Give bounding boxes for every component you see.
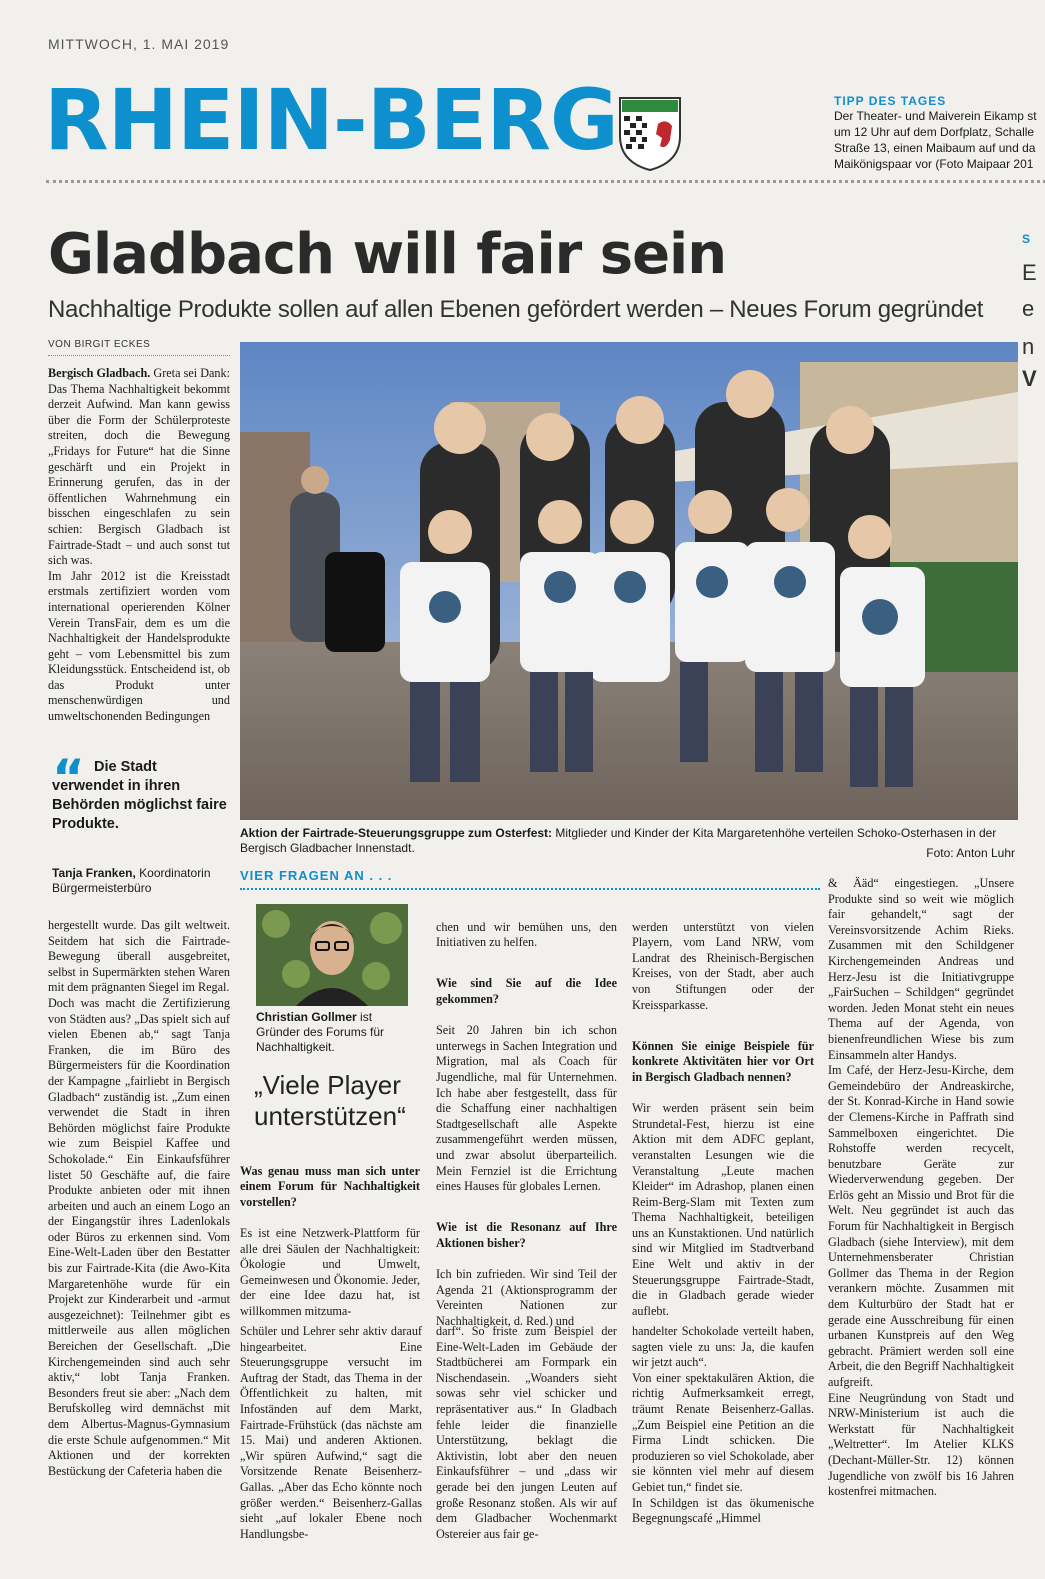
question-2: Wie sind Sie auf die Idee gekommen? [436,976,617,1006]
issue-date: MITTWOCH, 1. MAI 2019 [48,36,230,52]
answer-2: Seit 20 Jahren bin ich schon unterwegs in Sachen Integration und Migration, mal als Coach für Jugendliche, mal für Unternehmen. Ich habe aber festgestellt, dass für die Schaffung einer nachhaltigen Stadtgesellschaft alle Aspekte zusammengeführt werden müssen, und zwar absolut überparteilich. Mein Fernziel ist die Errichtung eines Hauses für globales Lernen. [436,1023,617,1194]
interviewee-bio: ist Gründer des Forums für Nachhaltigkeit. [256,1010,385,1054]
tip-of-day-text: Der Theater- und Maiverein Eikamp st um 12 Uhr auf dem Dorfplatz, Schalle Straße 13, einen Maibaum auf und da Maikönigspaar vor (Foto Maipaar 201 [834,109,1037,171]
column-1-bottom: hergestellt wurde. Das gilt weltweit. Seitdem hat sich die Fairtrade-Bewegung überall ausgebreitet, selbst in Supermärkten stehen Waren mit dem prägnanten Siegel im Regal. Doch was macht die Zertifizierung von Städten aus? „Das spielt sich auf vielen Ebenen ab,“ sagt Tanja Franken, die im Büro des Bürgermeisters für die Koordination der Kampagne „fairliebt in Bergisch Gladbach“ zuständig ist. „Zum einen verwendet die Stadt in ihren Behörden möglichst faire Produkte wie zum Beispiel Kaffee und Schokolade.“ Ein Einkaufsführer listet 50 Geschäfte auf, die faire Produkte anbieten oder mit ihnen arbeiten und auch an einem Logo an der Eingangstür ihres Ladenlokals oder Büros zu erkennen sind. Vom Eine-Welt-Laden über den Bestatter bis zur Fairtrade-Kita (die Awo-Kita Margaretenhöhe wurde für ein Projekt zur Kinderarbeit und -armut ausgezeichnet): Teilnehmer gibt es mittlerweile aus allen möglichen Bereichen der Gesellschaft. „Die Kirchengemeinden sind auch sehr aktiv,“ lobt Tanja Franken. Besonders freut sie aber: „Nach dem Berufskolleg wird demnächst mit dem Albertus-Magnus-Gymnasium die erste Schule aufgenommen.“ Mit Aktionen und der korrekten Bestückung der Cafeteria haben die [48,918,230,1478]
interview-column-3 [436,904,617,1345]
cut-off-sidebar: S E e n V [1022,232,1037,391]
interview-column-2 [240,1148,420,1335]
question-4: Können Sie einige Beispiele für konkrete Aktivitäten hier vor Ort in Bergisch Gladbach nennen? [632,1038,814,1084]
photo-caption-lead: Aktion der Fairtrade-Steuerungsgruppe zum Osterfest: [240,826,553,840]
column-5: & Ääd“ eingestiegen. „Unsere Produkte sind so weit wie möglich fair gehandelt,“ sagt der Vereinsvorsitzende Achim Rieks. Zusammen mit den Schildgener Kirchengemeinden Andreas und Herz-Jesu ist die Initiativgruppe „FairSuchen – Schildgen“ gegründet worden. Jeden Monat steht ein neues Thema auf der Agenda, von bienenfreundlichen Wiese bis zum Einsammeln alter Handys. Im Café, der Herz-Jesu-Kirche, dem Gemeindebüro der Andreaskirche, der St. Konrad-Kirche in Hand sowie der Clemens-Kirche in Paffrath sind Sammelboxen eingerichtet. Die Rohstoffe werden recycelt, benutzbare Geräte zur Wiederverwendung gegeben. Der Erlös geht an Missio und Brot für die Welt. Neu gegründet ist auch das Forum für Nachhaltigkeit in Bergisch Gladbach (siehe Interview), mit dem Unternehmensberater Christian Gollmer das Thema in der Region verankern möchte. Zusammen mit dem Kulturbüro der Stadt hat er gerade eine Ausschreibung für einen urbanen Kunstpreis auf den Weg gebracht. Prämiert werden soll eine Arbeit, die den Begriff Nachhaltigkeit aufgreift. Eine Neugründung von Stadt und NRW-Ministerium ist auch die Werkstatt für Nachhaltigkeit „Weltretter“. Im Atelier KLKS (Dechant-Müller-Str. 12) können Jugendliche von zwölf bis 16 Jahren kostenfrei mitmachen. [828,876,1014,1499]
pull-quote-text: Die Stadt verwendet in ihren Behörden möglichst faire Produkte. [52,759,227,832]
quote-mark-icon: “ [52,749,85,807]
header-divider [46,180,1045,189]
byline: VON BIRGIT ECKES [48,339,151,350]
answer-1: Es ist eine Netzwerk-Plattform für alle drei Säulen der Nachhaltigkeit: Ökologie und Umwelt, Gemeinwesen und Ökonomie. Jeder, der eine Idee dazu hat, ist willkommen mitzuma- [240,1225,420,1318]
answer-3: Ich bin zufrieden. Wir sind Teil der Agenda 21 (Aktionsprogramm der Vereinten Nationen zur Nachhaltigkeit, d. Red.) und [436,1267,617,1328]
article-subhead: Nachhaltige Produkte sollen auf allen Ebenen gefördert werden – Neues Forum gegründet [48,296,984,323]
photo-caption-text: Mitglieder und Kinder der Kita Margaretenhöhe verteilen Schoko-Osterhasen in der Bergisch Gladbacher Innenstadt. [240,826,997,855]
interview-label: VIER FRAGEN AN . . . [240,868,393,883]
question-1: Was genau muss man sich unter einem Forum für Nachhaltigkeit vorstellen? [240,1163,420,1209]
dateline: Bergisch Gladbach. [48,366,151,380]
article-photo [240,342,1018,820]
column-3-bottom: darf“. So friste zum Beispiel der Eine-Welt-Laden im Gebäude der Stadtbücherei am Formpark ein Nischendasein. „Woanders sieht sowas sehr viel schicker und repräsentativer aus.“ In Gladbach fehle leider die finanzielle Unterstützung, beklagt die Aktivistin, lobt aber den neuen Einkaufsführer – und „dass wir gerade bei den jungen Leuten auf große Resonanz stoßen. Als wir auf dem Gladbacher Wochenmarkt Ostereier aus fair ge- [436,1324,617,1541]
question-3: Wie ist die Resonanz auf Ihre Aktionen bisher? [436,1220,617,1250]
tip-of-day-label: TIPP DES TAGES [834,94,947,108]
section-masthead: RHEIN-BERG [44,71,618,169]
column-4-bottom: handelter Schokolade verteilt haben, sagten viele zu uns: Ja, die kaufen wir jetzt auch“. Von einer spektakulären Aktion, die richtig Aufmerksamkeit erregt, träumt Renate Beisenherz-Gallas. „Zum Beispiel eine Petition an die Firma Lindt schicken. Die produzieren so viel Schokolade, aber sie könnten viel mehr auf diesem Gebiet tun,“ findet sie. In Schildgen ist das ökumenische Begegnungscafé „Himmel [632,1324,814,1526]
article-headline: Gladbach will fair sein [48,222,727,287]
quote-name: Tanja Franken, [52,866,136,880]
portrait-photo [256,904,408,1006]
column-2-bottom: Schüler und Lehrer sehr aktiv darauf hingearbeitet. Eine Steuerungsgruppe versucht im Auftrag der Stadt, das Thema in der Öffentlichkeit zu halten, mit Infoständen auf dem Markt, Fairtrade-Frühstück (das nächste am 15. Mai) und anderen Aktionen. „Wir spüren Aufwind,“ sagt die Vorsitzende Renate Beisenherz-Gallas. „Aber das Echo könnte noch größer werden.“ Beisenherz-Gallas sieht „auf lokaler Ebene noch Handlungsbe- [240,1324,422,1541]
coat-of-arms-icon [618,96,682,172]
interviewee-name: Christian Gollmer [256,1010,357,1024]
answer-3-cont: werden unterstützt von vielen Playern, vom Land NRW, vom Landrat des Rheinisch-Bergischen Kreises, von der Stadt, aber auch von Stiftungen oder der Kreissparkasse. [632,919,814,1012]
answer-1-cont: chen und wir bemühen uns, den Initiativen zu helfen. [436,919,617,950]
column-1-top-text: Greta sei Dank: Das Thema Nachhaltigkeit bekommt derzeit Aufwind. Man kann gewiss über die Form der Schülerproteste streiten, doch die Bewegung „Fridays for Future“ hat die Sinne geschärft und ein Projekt in Erinnerung gerufen, das in der öffentlichen Wahrnehmung ein bisschen eingeschlafen zu sein schien: Bergisch Gladbach ist Fairtrade-Stadt – und auch sonst tut sich was. Im Jahr 2012 ist die Kreisstadt erstmals zertifiziert worden vom international operierenden Kölner Verein TransFair, dem es um die Nachhaltigkeit der Handelsprodukte geht – vom Lebensmittel bis zum Kleidungsstück. Entscheidend ist, ob das Produkt unter menschenwürdigen und umweltschonenden Bedingungen [48,366,231,724]
column-1-top [48,366,230,725]
answer-4: Wir werden präsent sein beim Strundetal-Fest, hierzu ist eine Aktion mit dem ADFC geplant, veranstalten Lesungen wie die Veranstaltung „Leute machen Kleider“ im Adrashop, planen einen Reim-Berg-Slam mit Texten zum Thema Nachhaltigkeit, beteiligen uns an Kunstaktionen. Und natürlich sind wir Mitglied im Stadtverband Eine Welt und aktiv in der Steuerungsgruppe Fairtrade-Stadt, die in Gladbach gerade wieder auflebt. [632,1101,814,1318]
photo-credit: Foto: Anton Luhr [926,846,1015,860]
interview-rule [240,888,820,890]
interview-quote: „Viele Player unterstützen“ [254,1070,406,1131]
quote-attribution [52,866,232,896]
quote-role: Koordinatorin Bürgermeisterbüro [52,866,211,895]
interview-column-4 [632,904,814,1335]
portrait-caption [256,1010,408,1055]
byline-rule [48,355,230,356]
